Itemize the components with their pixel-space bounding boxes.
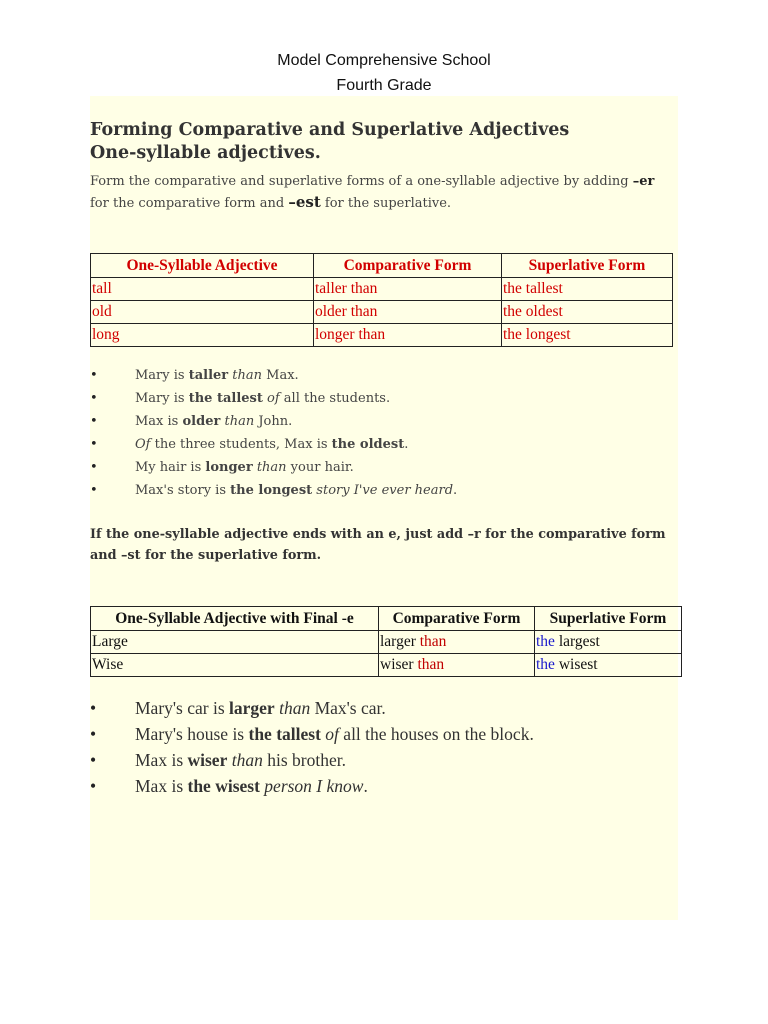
column-header: Superlative Form [535,607,682,631]
list-item: • Mary's house is the tallest of all the houses on the block. [90,721,534,747]
column-header: Superlative Form [502,254,673,278]
final-e-rule: If the one-syllable adjective ends with an e, just add –r for the comparative form and –st for the superlative form. [90,527,666,563]
table-cell: Wise [91,654,379,677]
table-cell: long [91,324,314,347]
example-list-1 [90,364,457,502]
list-item: • Mary is the tallest of all the students. [90,387,457,410]
column-header: Comparative Form [379,607,535,631]
list-item: • Max is the wisest person I know. [90,773,534,799]
table-header-row [91,607,682,631]
table-cell: the longest [502,324,673,347]
table-cell: older than [314,301,502,324]
table-cell: larger than [379,631,535,654]
lesson-title [90,119,569,165]
title-line-2: One-syllable adjectives. [90,143,321,163]
table-row [91,301,673,324]
intro-text-3: for the superlative. [320,196,452,211]
column-header: Comparative Form [314,254,502,278]
page-header [0,48,768,98]
grade-label: Fourth Grade [336,77,432,94]
list-item: • Of the three students, Max is the oldest. [90,433,457,456]
table-row [91,631,682,654]
table-cell: longer than [314,324,502,347]
table-cell: taller than [314,278,502,301]
example-list-2 [90,695,534,799]
intro-est-suffix: –est [288,193,321,211]
list-item: • Mary's car is larger than Max's car. [90,695,534,721]
final-e-table [90,606,682,677]
intro-er-suffix: –er [632,174,655,189]
table-cell: wiser than [379,654,535,677]
intro-text-1: Form the comparative and superlative forms of a one-syllable adjective by adding [90,174,633,189]
table-cell: the wisest [535,654,682,677]
table-cell: Large [91,631,379,654]
list-item: • Max's story is the longest story I've ever heard. [90,479,457,502]
column-header: One-Syllable Adjective with Final -e [91,607,379,631]
intro-text-2: for the comparative form and [90,196,289,211]
table-cell: the largest [535,631,682,654]
school-name: Model Comprehensive School [277,52,491,69]
one-syllable-table [90,253,673,347]
table-cell: old [91,301,314,324]
intro-paragraph [90,171,676,214]
title-line-1: Forming Comparative and Superlative Adjectives [90,120,570,140]
table-cell: tall [91,278,314,301]
lesson-panel [90,96,678,920]
table-row [91,654,682,677]
table-row [91,324,673,347]
table-cell: the oldest [502,301,673,324]
list-item: • My hair is longer than your hair. [90,456,457,479]
list-item: • Max is wiser than his brother. [90,747,534,773]
column-header: One-Syllable Adjective [91,254,314,278]
list-item: • Max is older than John. [90,410,457,433]
table-header-row [91,254,673,278]
table-cell: the tallest [502,278,673,301]
list-item: • Mary is taller than Max. [90,364,457,387]
table-row [91,278,673,301]
